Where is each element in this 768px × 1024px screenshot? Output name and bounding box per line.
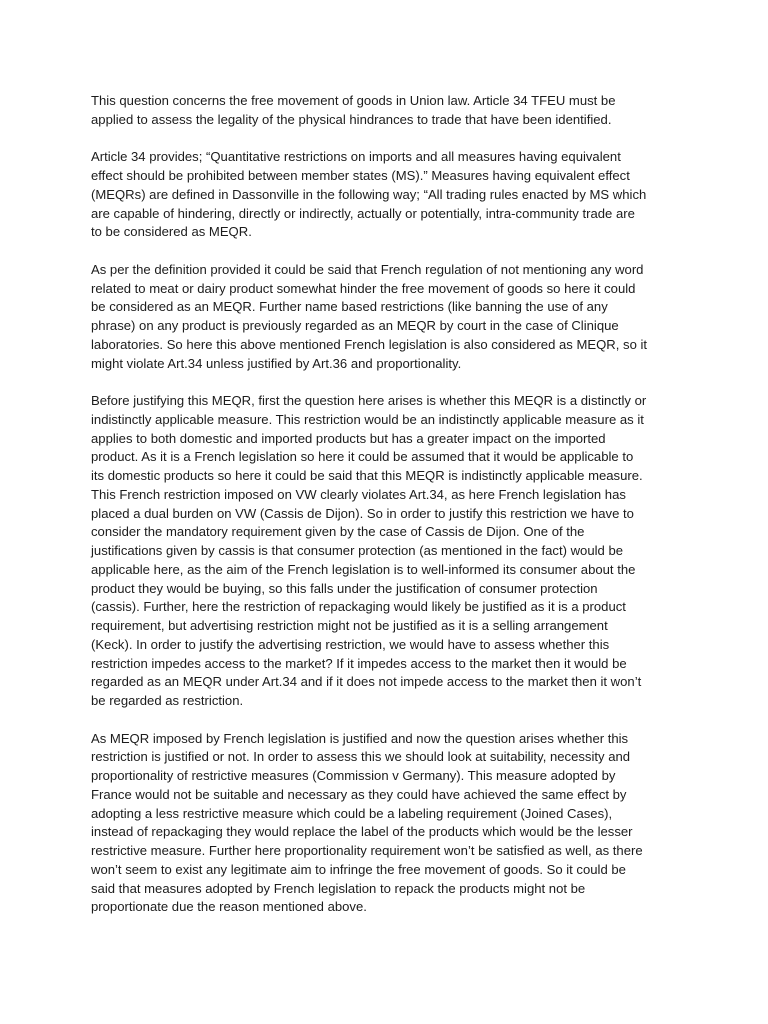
text-line: related to meat or dairy product somewhat hinder the free movement of goods so here it could xyxy=(91,280,636,296)
text-line: consider the mandatory requirement given by the case of Cassis de Dijon. One of the xyxy=(91,524,585,540)
text-line: placed a dual burden on VW (Cassis de Dijon). So in order to justify this restriction we have to xyxy=(91,505,634,521)
paragraph-intro xyxy=(91,92,687,130)
text-line: laboratories. So here this above mentioned French legislation is also considered as MEQR, so it xyxy=(91,336,648,352)
text-line: This question concerns the free movement of goods in Union law. Article 34 TFEU must be xyxy=(91,93,616,108)
text-line: instead of repackaging they would replace the label of the products which would be the lesser xyxy=(91,824,633,840)
text-line: Article 34 provides; “Quantitative restrictions on imports and all measures having equivalent xyxy=(91,149,621,165)
text-line: said that measures adopted by French legislation to repack the products might not be xyxy=(91,880,586,896)
text-line: (Keck). In order to justify the advertising restriction, we would have to assess whether this xyxy=(91,636,610,652)
text-line: restriction is justified or not. In order to assess this we should look at suitability, necessity and xyxy=(91,749,631,765)
text-line: applied to assess the legality of the physical hindrances to trade that have been identified. xyxy=(91,111,612,127)
text-line: applicable here, as the aim of the French legislation is to well-informed its consumer about the xyxy=(91,561,636,577)
text-line: product. As it is a French legislation so here it could be assumed that it would be applicable to xyxy=(91,449,634,465)
text-line: indistinctly applicable measure. This restriction would be an indistinctly applicable measure as it xyxy=(91,411,644,427)
text-line: to be considered as MEQR. xyxy=(91,224,252,240)
text-line: This French restriction imposed on VW clearly violates Art.34, as here French legislation has xyxy=(91,486,626,502)
text-line: regarded as an MEQR under Art.34 and if it does not impede access to the market then it won’t xyxy=(91,674,642,690)
text-line: are capable of hindering, directly or indirectly, actually or potentially, intra-community trade are xyxy=(91,205,635,221)
text-line: won’t seem to exist any legitimate aim to infringe the free movement of goods. So it could be xyxy=(91,861,626,877)
text-line: As per the definition provided it could be said that French regulation of not mentioning any word xyxy=(91,261,644,277)
text-line: adopting a less restrictive measure which could be a labeling requirement (Joined Cases), xyxy=(91,805,613,821)
paragraph-article-34 xyxy=(91,148,687,242)
text-line: product they would be buying, so this falls under the justification of consumer protection xyxy=(91,580,598,596)
text-line: (MEQRs) are defined in Dassonville in the following way; “All trading rules enacted by MS which xyxy=(91,186,647,202)
text-line: proportionate due the reason mentioned above. xyxy=(91,899,367,915)
text-line: (cassis). Further, here the restriction of repackaging would likely be justified as it is a product xyxy=(91,599,626,615)
text-line: restrictive measure. Further here proportionality requirement won’t be satisfied as well, as there xyxy=(91,843,643,858)
text-line: be regarded as restriction. xyxy=(91,693,244,708)
text-line: requirement, but advertising restriction might not be justified as it is a selling arrangement xyxy=(91,618,608,633)
paragraph-justification xyxy=(91,392,687,711)
text-line: justifications given by cassis is that consumer protection (as mentioned in the fact) would be xyxy=(91,543,624,558)
text-line: France would not be suitable and necessary as they could have achieved the same effect by xyxy=(91,786,627,802)
text-line: its domestic products so here it could be said that this MEQR is indistinctly applicable measure. xyxy=(91,468,643,483)
paragraph-definition xyxy=(91,261,687,374)
text-line: might violate Art.34 unless justified by Art.36 and proportionality. xyxy=(91,355,462,371)
text-line: As MEQR imposed by French legislation is justified and now the question arises whether this xyxy=(91,730,629,746)
text-line: proportionality of restrictive measures (Commission v Germany). This measure adopted by xyxy=(91,768,616,783)
text-line: be considered as an MEQR. Further name based restrictions (like banning the use of any xyxy=(91,299,608,315)
text-line: restriction impedes access to the market? If it impedes access to the market then it would be xyxy=(91,655,627,671)
document-page xyxy=(91,92,687,936)
text-line: applies to both domestic and imported products but has a greater impact on the imported xyxy=(91,430,606,446)
text-line: Before justifying this MEQR, first the question here arises is whether this MEQR is a distinctly or xyxy=(91,393,647,408)
text-line: phrase) on any product is previously regarded as an MEQR by court in the case of Clinique xyxy=(91,318,619,333)
paragraph-proportionality xyxy=(91,730,687,918)
text-line: effect should be prohibited between member states (MS).” Measures having equivalent effect xyxy=(91,168,630,183)
